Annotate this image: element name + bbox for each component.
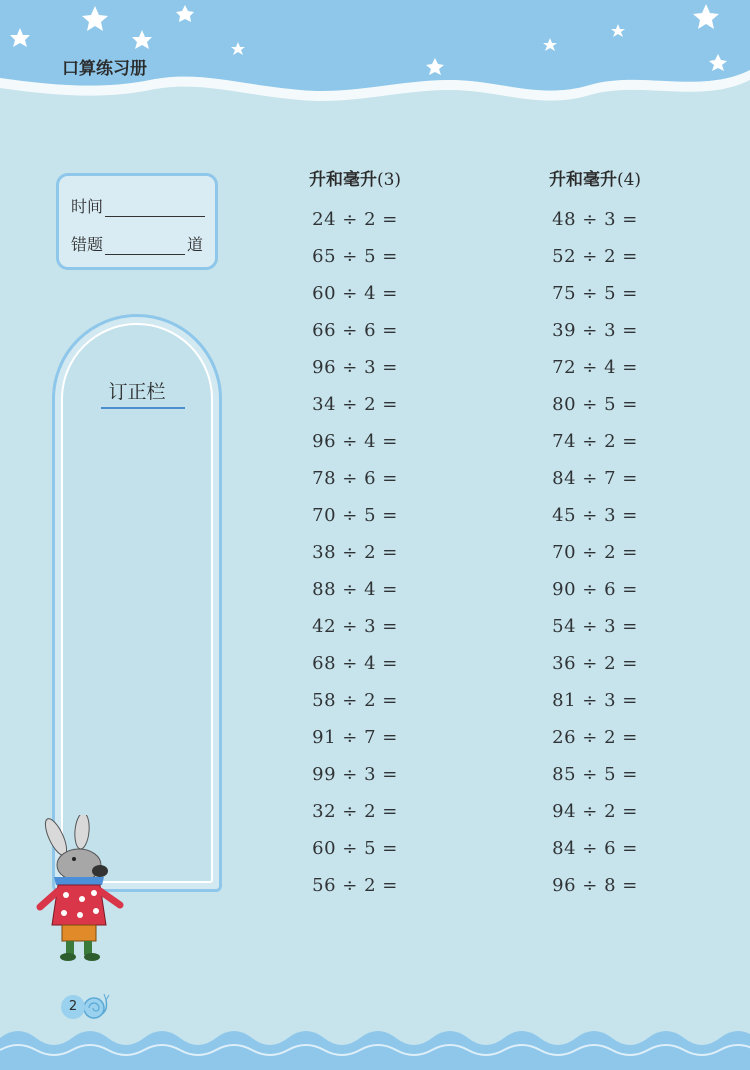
problem-item: 70 ÷ 2 = <box>552 542 638 563</box>
problem-item: 68 ÷ 4 = <box>312 653 398 674</box>
problem-list-left <box>270 201 440 904</box>
bottom-banner <box>0 1010 750 1070</box>
problem-item: 96 ÷ 3 = <box>312 357 398 378</box>
problem-item: 52 ÷ 2 = <box>552 246 638 267</box>
problem-item: 54 ÷ 3 = <box>552 616 638 637</box>
problem-item: 90 ÷ 6 = <box>552 579 638 600</box>
errors-unit: 道 <box>187 235 204 254</box>
problem-item: 70 ÷ 5 = <box>312 505 398 526</box>
column-heading-left: 升和毫升(3) <box>308 170 402 190</box>
problem-item: 24 ÷ 2 = <box>312 209 398 230</box>
exercise-column-right <box>510 168 680 904</box>
rabbit-illustration <box>34 815 134 965</box>
correction-panel <box>52 314 222 892</box>
correction-title: 订正栏 <box>108 381 166 403</box>
problem-item: 81 ÷ 3 = <box>552 690 638 711</box>
problem-item: 99 ÷ 3 = <box>312 764 398 785</box>
column-heading-right: 升和毫升(4) <box>548 170 642 190</box>
problem-item: 91 ÷ 7 = <box>312 727 398 748</box>
problem-item: 56 ÷ 2 = <box>312 875 398 896</box>
problem-item: 45 ÷ 3 = <box>552 505 638 526</box>
problem-item: 85 ÷ 5 = <box>552 764 638 785</box>
problem-item: 96 ÷ 4 = <box>312 431 398 452</box>
problem-item: 84 ÷ 6 = <box>552 838 638 859</box>
problem-item: 84 ÷ 7 = <box>552 468 638 489</box>
problem-item: 66 ÷ 6 = <box>312 320 398 341</box>
problem-item: 74 ÷ 2 = <box>552 431 638 452</box>
problem-item: 58 ÷ 2 = <box>312 690 398 711</box>
problem-item: 65 ÷ 5 = <box>312 246 398 267</box>
problem-item: 60 ÷ 4 = <box>312 283 398 304</box>
time-label: 时间 <box>71 197 104 216</box>
errors-label: 错题 <box>71 235 104 254</box>
problem-item: 36 ÷ 2 = <box>552 653 638 674</box>
time-row <box>71 194 205 217</box>
exercise-column-left <box>270 168 440 904</box>
problem-item: 96 ÷ 8 = <box>552 875 638 896</box>
correction-title-underline <box>101 407 185 409</box>
errors-blank[interactable] <box>105 240 185 255</box>
problem-item: 78 ÷ 6 = <box>312 468 398 489</box>
time-blank[interactable] <box>105 202 205 217</box>
problem-item: 88 ÷ 4 = <box>312 579 398 600</box>
problem-item: 39 ÷ 3 = <box>552 320 638 341</box>
problem-item: 72 ÷ 4 = <box>552 357 638 378</box>
errors-row <box>71 232 203 255</box>
problem-item: 38 ÷ 2 = <box>312 542 398 563</box>
problem-list-right <box>510 201 680 904</box>
problem-item: 75 ÷ 5 = <box>552 283 638 304</box>
page-number: 2 <box>61 995 85 1019</box>
correction-area[interactable] <box>61 323 213 883</box>
book-title: 口算练习册 <box>62 59 147 79</box>
problem-item: 26 ÷ 2 = <box>552 727 638 748</box>
problem-item: 80 ÷ 5 = <box>552 394 638 415</box>
problem-item: 60 ÷ 5 = <box>312 838 398 859</box>
problem-item: 94 ÷ 2 = <box>552 801 638 822</box>
problem-item: 48 ÷ 3 = <box>552 209 638 230</box>
problem-item: 34 ÷ 2 = <box>312 394 398 415</box>
problem-item: 42 ÷ 3 = <box>312 616 398 637</box>
info-box <box>56 173 218 270</box>
problem-item: 32 ÷ 2 = <box>312 801 398 822</box>
